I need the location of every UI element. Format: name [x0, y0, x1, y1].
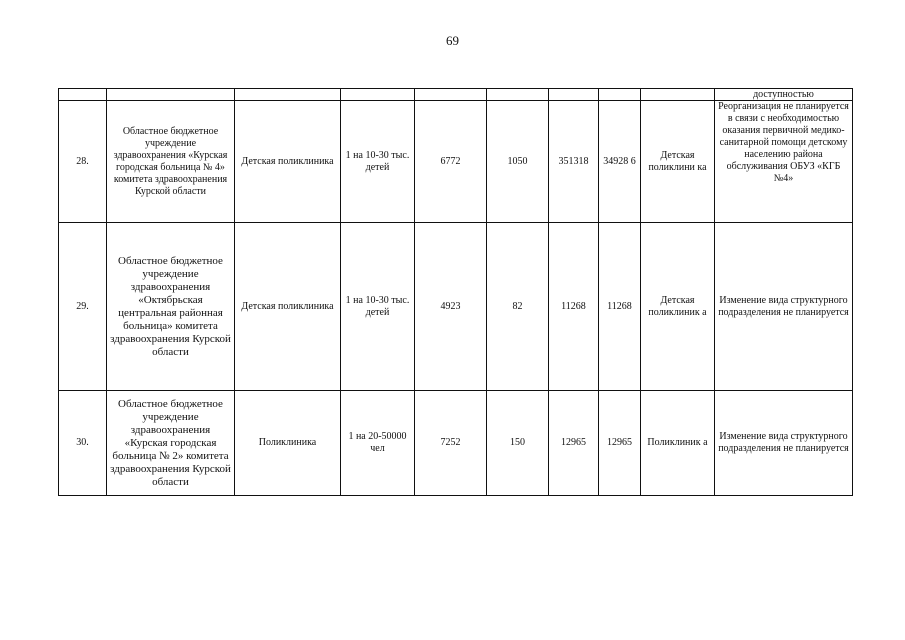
cell-facility-type: Поликлиника	[235, 391, 341, 496]
page-number: 69	[446, 33, 459, 48]
cell-value-3: 12965	[549, 391, 599, 496]
cell-empty	[341, 89, 415, 101]
cell-institution-name: Областное бюджетное учреждение здравоохранения «Октябрьская центральная районная больница» комитета здравоохранения Курской области	[107, 223, 235, 391]
cell-empty	[599, 89, 641, 101]
registry-table	[58, 88, 853, 496]
cell-empty	[235, 89, 341, 101]
cell-row-number: 28.	[59, 101, 107, 223]
cell-value-1: 6772	[415, 101, 487, 223]
cell-institution-name: Областное бюджетное учреждение здравоохранения «Курская городская больница № 4» комитета здравоохранения Курской области	[107, 101, 235, 223]
cell-unit-type: Детская поликлини ка	[641, 101, 715, 223]
cell-norm: 1 на 10-30 тыс. детей	[341, 223, 415, 391]
cell-value-4: 12965	[599, 391, 641, 496]
table-row-continuation	[59, 89, 853, 101]
table-row	[59, 101, 853, 223]
cell-empty	[107, 89, 235, 101]
cell-value-1: 7252	[415, 391, 487, 496]
cell-empty	[487, 89, 549, 101]
cell-note: Изменение вида структурного подразделения не планируется	[715, 223, 853, 391]
cell-facility-type: Детская поликлиника	[235, 101, 341, 223]
cell-norm: 1 на 20-50000 чел	[341, 391, 415, 496]
cell-note-continuation: доступностью	[715, 89, 853, 101]
cell-value-2: 1050	[487, 101, 549, 223]
cell-unit-type: Поликлиник а	[641, 391, 715, 496]
cell-empty	[415, 89, 487, 101]
table-row	[59, 223, 853, 391]
cell-value-4: 11268	[599, 223, 641, 391]
table-row	[59, 391, 853, 496]
cell-note: Реорганизация не планируется в связи с необходимостью оказания первичной медико-санитарной помощи детскому населению района обслуживания ОБУЗ «КГБ №4»	[715, 101, 853, 223]
cell-value-4: 34928 6	[599, 101, 641, 223]
cell-institution-name: Областное бюджетное учреждение здравоохранения «Курская городская больница № 2» комитета здравоохранения Курской области	[107, 391, 235, 496]
cell-value-2: 82	[487, 223, 549, 391]
cell-value-3: 351318	[549, 101, 599, 223]
cell-facility-type: Детская поликлиника	[235, 223, 341, 391]
cell-empty	[641, 89, 715, 101]
cell-empty	[59, 89, 107, 101]
cell-value-3: 11268	[549, 223, 599, 391]
cell-row-number: 29.	[59, 223, 107, 391]
cell-unit-type: Детская поликлиник а	[641, 223, 715, 391]
cell-empty	[549, 89, 599, 101]
cell-note: Изменение вида структурного подразделения не планируется	[715, 391, 853, 496]
cell-norm: 1 на 10-30 тыс. детей	[341, 101, 415, 223]
cell-row-number: 30.	[59, 391, 107, 496]
cell-value-1: 4923	[415, 223, 487, 391]
cell-value-2: 150	[487, 391, 549, 496]
